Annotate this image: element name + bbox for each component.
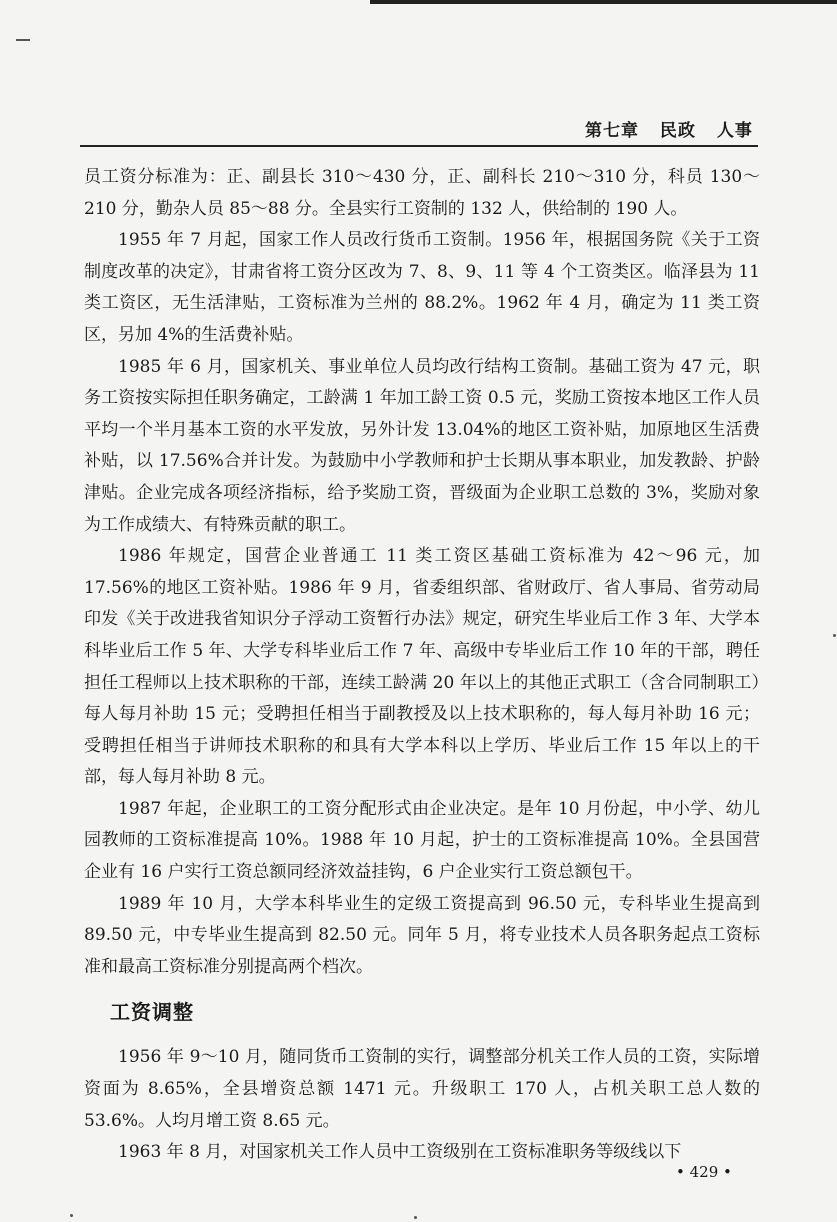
body-text [84,162,760,1169]
running-header [585,116,753,141]
paragraph: 1987 年起，企业职工的工资分配形式由企业决定。是年 10 月份起，中小学、幼儿园教师的工资标准提高 10%。1988 年 10 月起，护士的工资标准提高 10%。全县国营企业有 16 户实行工资总额同经济效益挂钩，6 户企业实行工资总额包干。 [84,798,760,883]
page-number: • 429 • [676,1163,732,1181]
top-edge-rule [370,0,837,4]
margin-mark [16,39,30,41]
chapter-label: 第七章 [585,121,639,141]
paragraph: 1963 年 8 月，对国家机关工作人员中工资级别在工资标准职务等级线以下 [118,1142,682,1163]
section-heading: 工资调整 [110,1000,194,1025]
header-rule [80,145,758,147]
section-label-b: 人事 [716,121,753,141]
paragraph: 1985 年 6 月，国家机关、事业单位人员均改行结构工资制。基础工资为 47 元，职务工资按实际担任职务确定，工龄满 1 年加工龄工资 0.5 元，奖励工资按本地区工作人员平均一个半月基本工资的水平发放，另外计发 13.04%的地区工资补贴，加原地区生活费补贴，以 17.56%合并计发。为鼓励中小学教师和护士长期从事本职业，加发教龄、护龄津贴。企业完成各项经济指标，给予奖励工资，晋级面为企业职工总数的 3%，奖励对象为工作成绩大、有特殊贡献的职工。 [84,356,760,535]
paragraph: 1989 年 10 月，大学本科毕业生的定级工资提高到 96.50 元，专科毕业生提高到 89.50 元，中专毕业生提高到 82.50 元。同年 5 月，将专业技术人员各职务起点工资标准和最高工资标准分别提高两个档次。 [84,893,760,977]
paragraph: 员工资分标准为：正、副县长 310～430 分，正、副科长 210～310 分，科员 130～210 分，勤杂人员 85～88 分。全县实行工资制的 132 人，供给制的 190 人。 [84,167,760,219]
paragraphs-after [84,1042,760,1168]
section-label-a: 民政 [659,121,696,141]
margin-dot [70,1214,73,1217]
paragraphs-before [84,162,760,983]
paragraph: 1955 年 7 月起，国家工作人员改行货币工资制。1956 年，根据国务院《关于工资制度改革的决定》，甘肃省将工资分区改为 7、8、9、11 等 4 个工资类区。临泽县为 11 类工资区，无生活津贴，工资标准为兰州的 88.2%。1962 年 4 月，确定为 11 类工资区，另加 4%的生活费补贴。 [84,230,760,345]
margin-dot [833,634,836,637]
paragraph: 1986 年规定，国营企业普通工 11 类工资区基础工资标准为 42～96 元，加 17.56%的地区工资补贴。1986 年 9 月，省委组织部、省财政厅、省人事局、省劳动局印发《关于改进我省知识分子浮动工资暂行办法》规定，研究生毕业后工作 3 年、大学本科毕业后工作 5 年、大学专科毕业后工作 7 年、高级中专毕业后工作 10 年的干部，聘任担任工程师以上技术职称的干部，连续工龄满 20 年以上的其他正式职工（含合同制职工）每人每月补助 15 元；受聘担任相当于副教授及以上技术职称的，每人每月补助 16 元；受聘担任相当于讲师技术职称的和具有大学本科以上学历、毕业后工作 15 年以上的干部，每人每月补助 8 元。 [84,546,760,788]
paragraph: 1956 年 9～10 月，随同货币工资制的实行，调整部分机关工作人员的工资，实际增资面为 8.65%，全县增资总额 1471 元。升级职工 170 人，占机关职工总人数的 53.6%。人均月增工资 8.65 元。 [84,1047,760,1131]
margin-dot [414,1216,417,1219]
